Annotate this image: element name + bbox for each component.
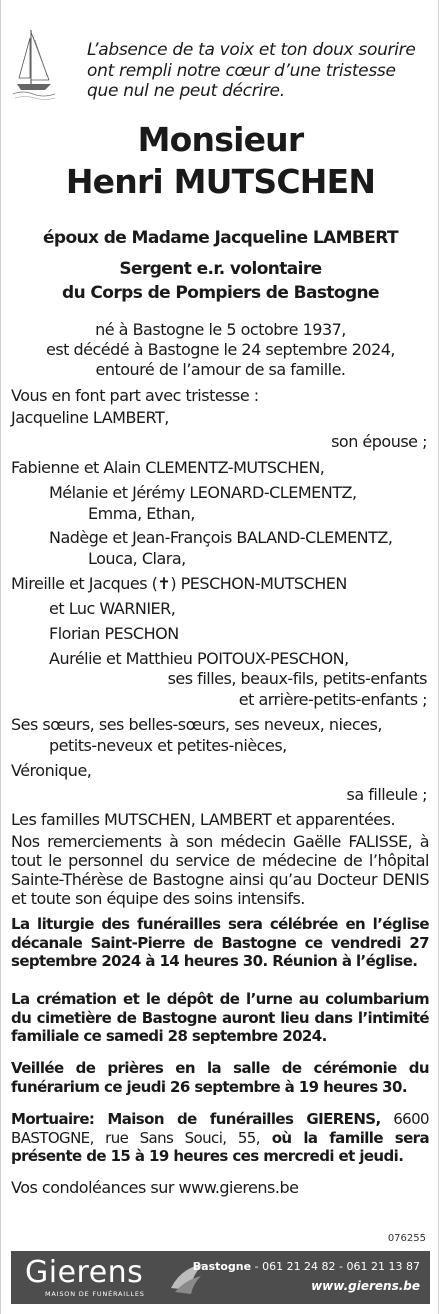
death-line: est décédé à Bastogne le 24 septembre 2024, [45, 340, 396, 359]
liturgy-paragraph: La liturgie des funérailles sera célébrée en l’église décanale Saint-Pierre de Bastogne ce vendredi 27 septembre 2024 à 14 heures 30. Réunion à l’église. [11, 915, 429, 970]
mortuary-paragraph [11, 1110, 429, 1166]
family-love-line: entouré de l’amour de sa famille. [95, 360, 346, 379]
quote-line: que nul ne peut décrire. [87, 81, 285, 101]
funeral-home-banner [11, 1251, 430, 1304]
family-member: Ses sœurs, ses belles-sœurs, ses neveux, nieces, [11, 715, 382, 734]
mortuary-presence: où la famille sera présente de 15 à 19 heures ces mercredi et jeudi. [11, 1128, 429, 1165]
vigil-paragraph: Veillée de prières en la salle de cérémonie du funérarium ce jeudi 26 septembre à 19 heures 30. [11, 1059, 429, 1096]
mortuary-label: Mortuaire: Maison de funérailles GIERENS, [11, 1110, 381, 1128]
funeral-home-tagline: MAISON DE FUNÉRAILLES [45, 1290, 145, 1298]
family-intro: Vous en font part avec tristesse : [11, 386, 259, 405]
family-role: ses filles, beaux-fils, petits-enfants [167, 669, 427, 688]
family-member: Mireille et Jacques (✝) PESCHON-MUTSCHEN [11, 574, 347, 593]
mortuary-address: 6600 BASTOGNE, rue Sans Souci, 55, [11, 1110, 429, 1147]
spouse-line: époux de Madame Jacqueline LAMBERT [42, 228, 399, 248]
reference-number: 076255 [387, 1233, 426, 1244]
city-label: Bastogne [192, 1260, 252, 1273]
family-member: Nadège et Jean-François BALAND-CLEMENTZ, [49, 528, 393, 547]
family-member: et Luc WARNIER, [49, 599, 176, 618]
family-role: sa filleule ; [346, 785, 427, 804]
cremation-paragraph: La crémation et le dépôt de l’urne au columbarium du cimetière de Bastogne auront lieu dans l’intimité familiale ce samedi 28 septembre 2024. [11, 990, 429, 1045]
funeral-home-logo: Gierens [25, 1255, 144, 1290]
rank-line: Sergent e.r. volontaire [119, 259, 322, 279]
family-role: et arrière-petits-enfants ; [238, 690, 427, 709]
deceased-name: Henri MUTSCHEN [65, 162, 376, 201]
quote-line: ont rempli notre cœur d’une tristesse [87, 60, 396, 81]
family-member: Jacqueline LAMBERT, [11, 408, 169, 427]
family-member: Emma, Ethan, [88, 504, 195, 523]
family-member: Florian PESCHON [49, 624, 179, 643]
birth-line: né à Bastogne le 5 octobre 1937, [95, 320, 346, 339]
opening-quote [87, 40, 432, 102]
family-member: Mélanie et Jérémy LEONARD-CLEMENTZ, [49, 483, 357, 502]
contact-phones [193, 1260, 420, 1273]
family-member: Fabienne et Alain CLEMENTZ-MUTSCHEN, [11, 458, 325, 477]
condolences-line: Vos condoléances sur www.gierens.be [11, 1178, 299, 1197]
phone-numbers: - 061 21 24 82 - 061 21 13 87 [251, 1260, 420, 1273]
family-role: son épouse ; [331, 432, 427, 451]
thanks-paragraph: Nos remerciements à son médecin Gaëlle FALISSE, à tout le personnel du service de médecine de l’hôpital Sainte-Thérèse de Bastogne ainsi qu’au Docteur DENIS et toute son équipe des soins intensifs. [11, 832, 429, 908]
family-member: Véronique, [11, 761, 92, 780]
family-member: Les familles MUTSCHEN, LAMBERT et apparentées. [11, 810, 396, 829]
family-member: Aurélie et Matthieu POITOUX-PESCHON, [49, 649, 349, 668]
corps-line: du Corps de Pompiers de Bastogne [62, 283, 379, 303]
quote-line: L’absence de ta voix et ton doux sourire [87, 40, 416, 60]
deceased-honorific: Monsieur [137, 120, 304, 159]
sailboat-icon [11, 26, 57, 100]
website-link[interactable]: www.gierens.be [311, 1279, 420, 1293]
family-member: Louca, Clara, [88, 549, 186, 568]
family-member: petits-neveux et petites-nièces, [49, 736, 287, 755]
